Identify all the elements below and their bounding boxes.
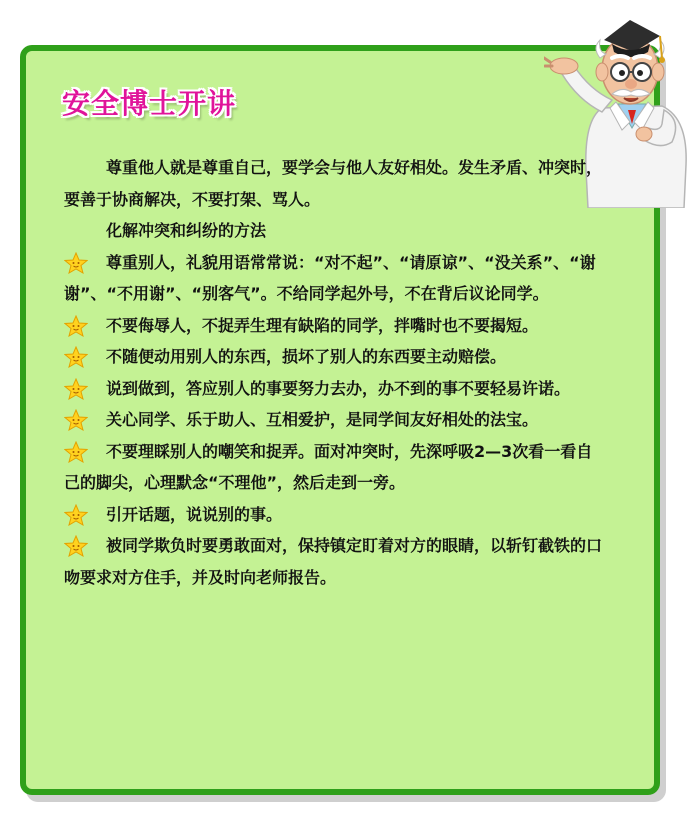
star-icon: [64, 535, 88, 557]
star-icon: [64, 252, 88, 274]
tip-text: 说到做到，答应别人的事要努力去办，办不到的事不要轻易许诺。: [106, 378, 571, 398]
intro-paragraph: 尊重他人就是尊重自己，要学会与他人友好相处。发生矛盾、冲突时，要善于协商解决，不要打架、骂人。: [64, 158, 603, 209]
tip-item: [64, 373, 604, 405]
tip-item: [64, 436, 604, 499]
tip-item: [64, 499, 604, 531]
tip-item: [64, 341, 604, 373]
page-title: 安全博士开讲: [62, 87, 237, 120]
tip-text: 被同学欺负时要勇敢面对，保持镇定盯着对方的眼睛，以斩钉截铁的口吻要求对方住手，并及时向老师报告。: [64, 536, 603, 587]
article-body: [64, 152, 604, 593]
tip-text: 不随便动用别人的东西，损坏了别人的东西要主动赔偿。: [106, 347, 507, 366]
section-subtitle: 化解冲突和纠纷的方法: [106, 221, 267, 240]
tip-item: [64, 247, 604, 310]
star-icon: [64, 504, 88, 526]
tip-item: [64, 310, 604, 342]
star-icon: [64, 409, 88, 431]
tip-text: 不要侮辱人，不捉弄生理有缺陷的同学，拌嘴时也不要揭短。: [106, 315, 539, 335]
star-icon: [64, 315, 88, 337]
star-icon: [64, 346, 88, 368]
tip-text: 引开话题，说说别的事。: [106, 504, 283, 524]
tip-item: [64, 404, 604, 436]
star-icon: [64, 441, 88, 463]
star-icon: [64, 378, 88, 400]
tip-text: 不要理睬别人的嘲笑和捉弄。面对冲突时，先深呼吸2—3次看一看自己的脚尖，心理默念“不理他”，然后走到一旁。: [64, 441, 593, 492]
tip-text: 关心同学、乐于助人、互相爱护，是同学间友好相处的法宝。: [106, 410, 539, 429]
tip-text: 尊重别人，礼貌用语常常说：“对不起”、“请原谅”、“没关系”、“谢谢”、“不用谢”、“别客气”。不给同学起外号，不在背后议论同学。: [64, 252, 596, 303]
tip-item: [64, 530, 604, 593]
